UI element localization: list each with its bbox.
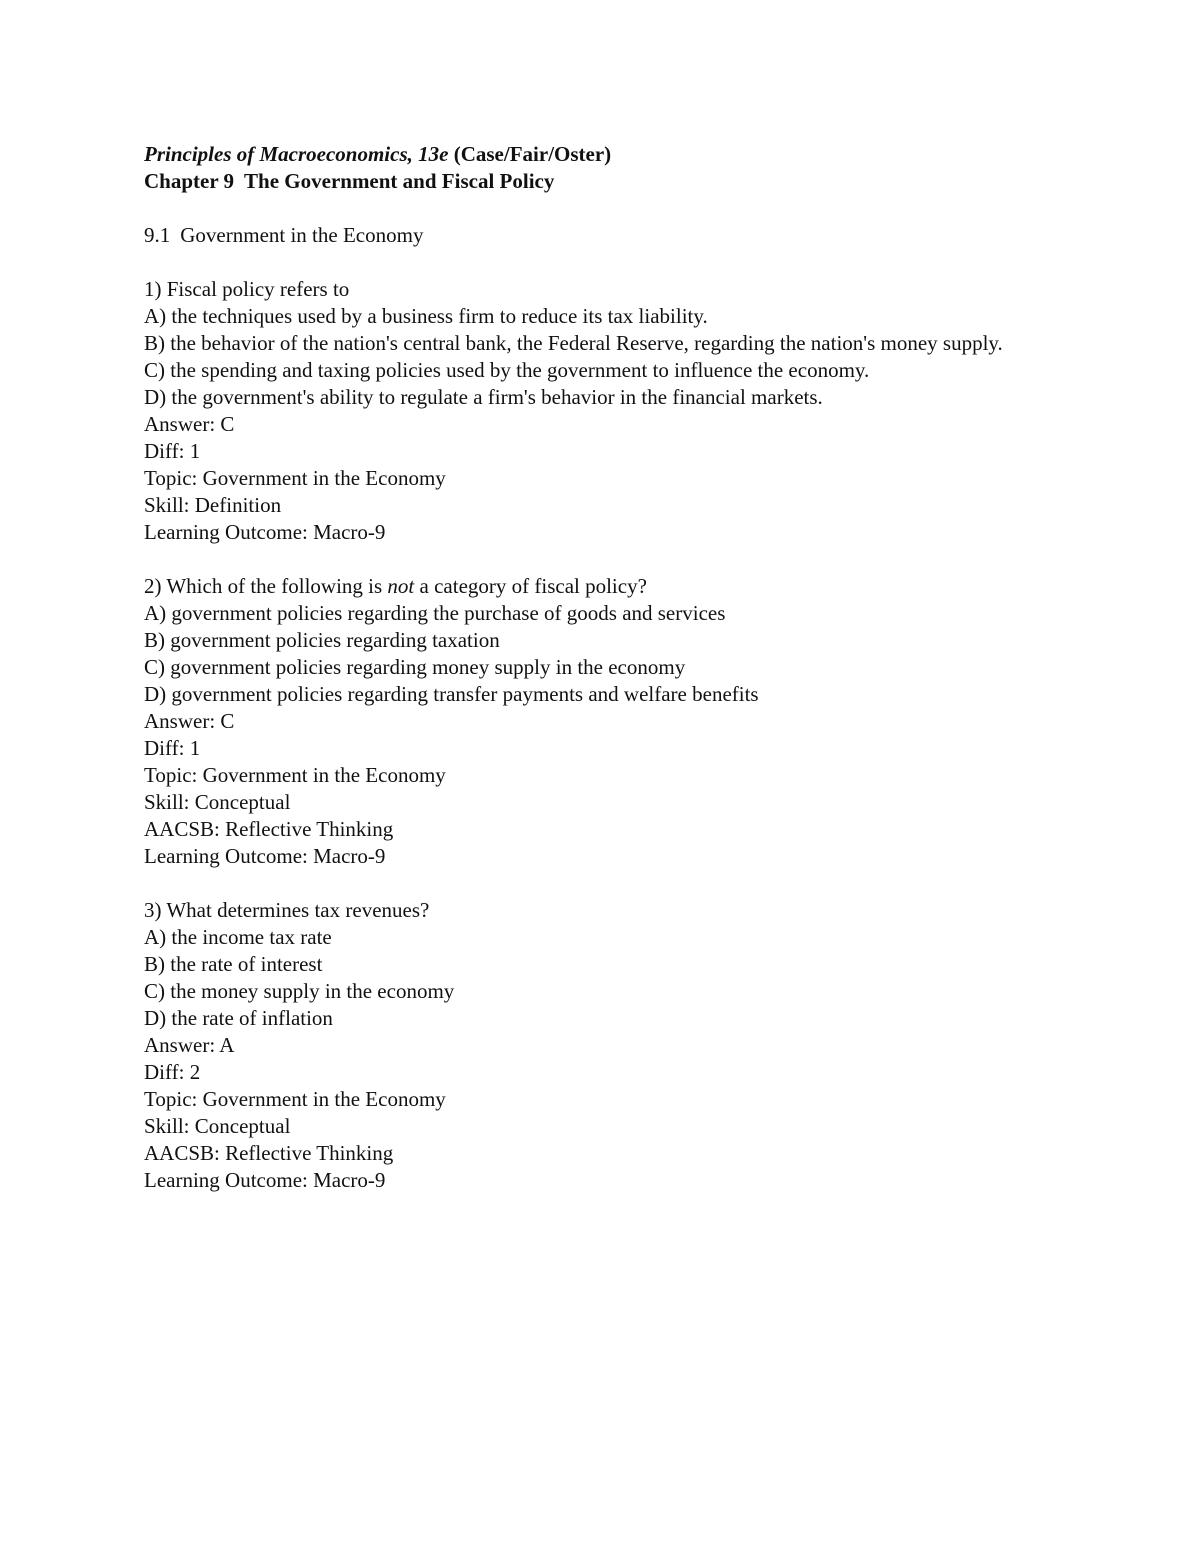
skill: Skill: Definition	[144, 493, 282, 517]
book-title: Principles of Macroeconomics, 13e	[144, 142, 449, 166]
chapter-heading	[144, 168, 1064, 195]
option-b: B) government policies regarding taxation	[144, 628, 500, 652]
option-c: C) the money supply in the economy	[144, 979, 455, 1003]
section-heading	[144, 222, 1064, 249]
learning-outcome: Learning Outcome: Macro-9	[144, 844, 386, 868]
question-2	[144, 573, 1064, 870]
section-number: 9.1	[144, 223, 171, 247]
question-3	[144, 897, 1064, 1194]
book-title-line	[144, 141, 1064, 168]
skill: Skill: Conceptual	[144, 1114, 291, 1138]
question-stem-emphasis: not	[387, 574, 415, 598]
question-1	[144, 276, 1064, 546]
topic: Topic: Government in the Economy	[144, 1087, 446, 1111]
difficulty: Diff: 1	[144, 439, 201, 463]
chapter-title: The Government and Fiscal Policy	[244, 169, 555, 193]
option-a: A) the income tax rate	[144, 925, 332, 949]
option-c: C) the spending and taxing policies used by the government to influence the economy.	[144, 358, 870, 382]
option-b: B) the behavior of the nation's central bank, the Federal Reserve, regarding the nation's money supply.	[144, 331, 1003, 355]
topic: Topic: Government in the Economy	[144, 466, 446, 490]
chapter-number: Chapter 9	[144, 169, 235, 193]
learning-outcome: Learning Outcome: Macro-9	[144, 1168, 386, 1192]
skill: Skill: Conceptual	[144, 790, 291, 814]
question-stem-end: a category of fiscal policy?	[414, 574, 647, 598]
option-d: D) the government's ability to regulate a firm's behavior in the financial markets.	[144, 385, 823, 409]
option-c: C) government policies regarding money supply in the economy	[144, 655, 686, 679]
question-stem: 3) What determines tax revenues?	[144, 898, 430, 922]
question-stem-start: 2) Which of the following is	[144, 574, 388, 598]
option-d: D) government policies regarding transfer payments and welfare benefits	[144, 682, 759, 706]
option-b: B) the rate of interest	[144, 952, 323, 976]
answer: Answer: C	[144, 709, 235, 733]
book-authors: (Case/Fair/Oster)	[448, 142, 612, 166]
answer: Answer: A	[144, 1033, 235, 1057]
question-stem	[144, 573, 1064, 600]
aacsb: AACSB: Reflective Thinking	[144, 1141, 394, 1165]
option-a: A) the techniques used by a business firm to reduce its tax liability.	[144, 304, 708, 328]
topic: Topic: Government in the Economy	[144, 763, 446, 787]
learning-outcome: Learning Outcome: Macro-9	[144, 520, 386, 544]
document-page	[144, 141, 1064, 1194]
section-title: Government in the Economy	[180, 223, 424, 247]
option-a: A) government policies regarding the purchase of goods and services	[144, 601, 726, 625]
option-d: D) the rate of inflation	[144, 1006, 333, 1030]
answer: Answer: C	[144, 412, 235, 436]
difficulty: Diff: 1	[144, 736, 201, 760]
difficulty: Diff: 2	[144, 1060, 201, 1084]
aacsb: AACSB: Reflective Thinking	[144, 817, 394, 841]
question-stem: 1) Fiscal policy refers to	[144, 277, 350, 301]
